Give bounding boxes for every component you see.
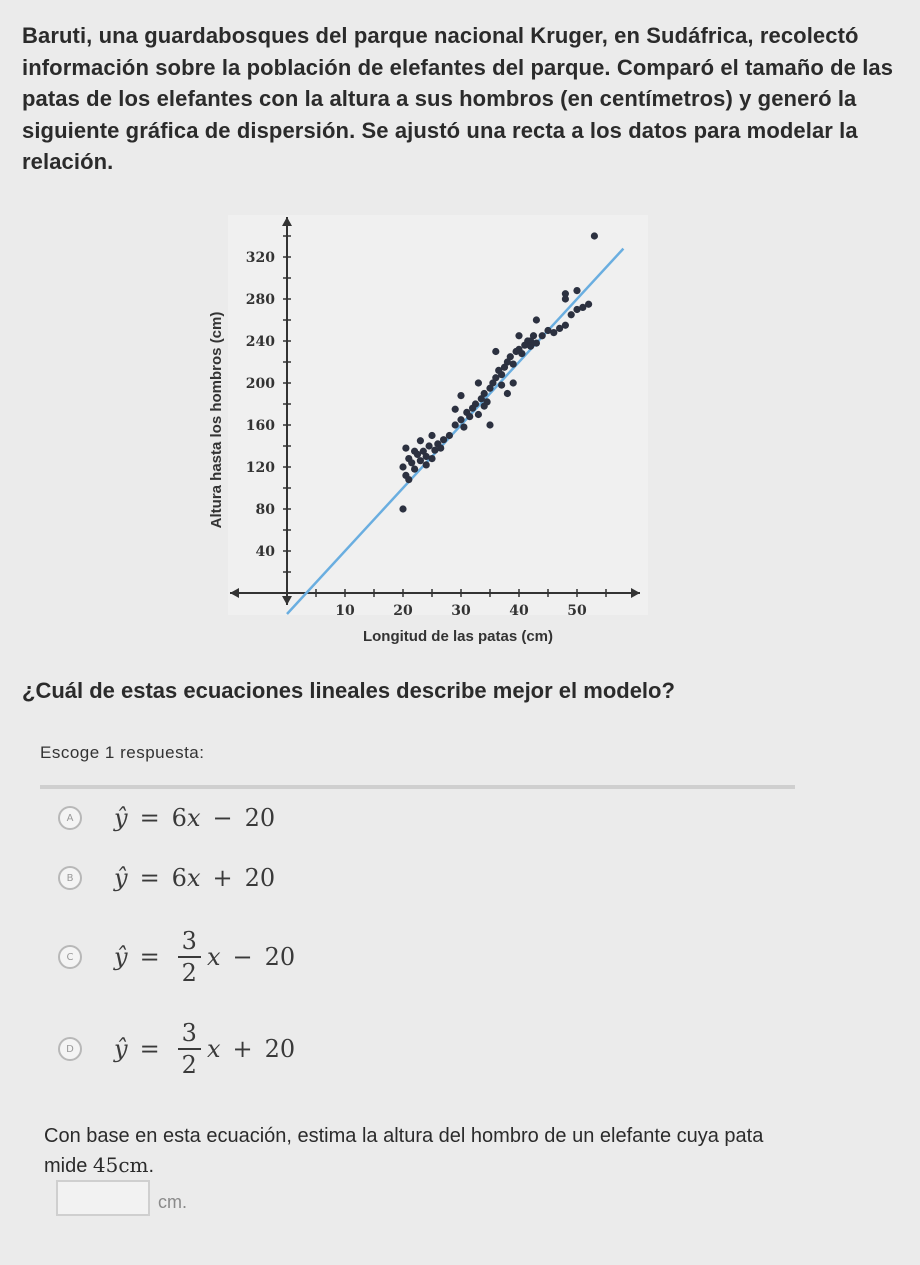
x-a: x — [186, 804, 201, 832]
y-tick-label: 80 — [255, 502, 275, 518]
x-tick-label: 40 — [509, 603, 529, 619]
denominator-c: 2 — [181, 959, 197, 987]
data-point — [539, 332, 546, 339]
followup-question — [44, 1122, 804, 1181]
y-tick-label: 40 — [255, 544, 275, 560]
data-point — [533, 316, 540, 323]
data-point — [591, 232, 598, 239]
data-point — [562, 290, 569, 297]
data-point — [481, 390, 488, 397]
numerator-d: 3 — [178, 1018, 201, 1050]
answer-unit: cm. — [158, 1192, 187, 1212]
data-point — [504, 390, 511, 397]
equals-a: = — [139, 804, 160, 832]
op-a: − — [212, 804, 233, 832]
const-d: 20 — [264, 1035, 296, 1063]
data-point — [402, 445, 409, 452]
question-text: ¿Cuál de estas ecuaciones lineales describe mejor el modelo? — [22, 678, 675, 703]
data-point — [426, 442, 433, 449]
choose-label: Escoge 1 respuesta: — [40, 743, 205, 762]
data-point — [405, 476, 412, 483]
yhat-a: ŷ — [114, 804, 128, 832]
data-point — [452, 421, 459, 428]
op-d: + — [232, 1035, 253, 1063]
coef-a: 6 — [171, 804, 187, 832]
x-b: x — [186, 864, 201, 892]
data-point — [568, 311, 575, 318]
x-c: x — [206, 943, 221, 971]
option-a[interactable] — [58, 804, 558, 832]
y-tick-label: 320 — [245, 250, 275, 266]
data-point — [518, 350, 525, 357]
data-point — [437, 445, 444, 452]
yhat-c: ŷ — [114, 943, 128, 971]
plot-area — [228, 215, 648, 615]
yhat-d: ŷ — [114, 1035, 128, 1063]
y-tick-label: 200 — [245, 376, 275, 392]
data-point — [550, 329, 557, 336]
x-d: x — [206, 1035, 221, 1063]
data-point — [472, 400, 479, 407]
op-c: − — [232, 943, 253, 971]
y-axis-label: Altura hasta los hombros (cm) — [208, 311, 225, 529]
radio-d[interactable]: D — [58, 1037, 82, 1061]
const-a: 20 — [244, 804, 276, 832]
equals-b: = — [139, 864, 160, 892]
data-point — [408, 459, 415, 466]
answer-input[interactable] — [56, 1180, 150, 1216]
equation-b — [114, 864, 275, 892]
radio-b[interactable]: B — [58, 866, 82, 890]
equation-c — [114, 926, 295, 988]
denominator-d: 2 — [181, 1051, 197, 1079]
data-point — [457, 392, 464, 399]
option-c[interactable] — [58, 926, 558, 988]
x-axis-label: Longitud de las patas (cm) — [362, 628, 554, 645]
equation-d — [114, 1018, 295, 1080]
radio-c[interactable]: C — [58, 945, 82, 969]
scatter-chart — [190, 205, 670, 665]
data-point — [411, 448, 418, 455]
equals-c: = — [139, 943, 160, 971]
data-point — [417, 457, 424, 464]
radio-a[interactable]: A — [58, 806, 82, 830]
x-tick-label: 50 — [567, 603, 587, 619]
numerator-c: 3 — [178, 926, 201, 958]
data-point — [527, 337, 534, 344]
const-b: 20 — [244, 864, 276, 892]
const-c: 20 — [264, 943, 296, 971]
data-point — [466, 413, 473, 420]
data-point — [411, 466, 418, 473]
data-point — [510, 379, 517, 386]
x-tick-label: 10 — [335, 603, 355, 619]
followup-unit: cm — [118, 1153, 149, 1177]
followup-before: Con base en esta ecuación, estima la altura del hombro de un elefante cuya pata mide — [44, 1125, 764, 1177]
option-b[interactable] — [58, 864, 558, 892]
y-tick-label: 280 — [245, 292, 275, 308]
x-tick-label: 20 — [393, 603, 413, 619]
x-tick-label: 30 — [451, 603, 471, 619]
fraction-d — [178, 1018, 201, 1080]
data-point — [446, 432, 453, 439]
y-tick-label: 120 — [245, 460, 275, 476]
equals-d: = — [139, 1035, 160, 1063]
data-point — [507, 353, 514, 360]
divider — [40, 785, 795, 789]
coef-b: 6 — [171, 864, 187, 892]
op-b: + — [212, 864, 233, 892]
followup-value: 45 — [92, 1153, 119, 1177]
equation-a — [114, 804, 275, 832]
data-point — [573, 287, 580, 294]
data-point — [492, 348, 499, 355]
data-point — [585, 301, 592, 308]
data-point — [486, 421, 493, 428]
data-point — [417, 437, 424, 444]
data-point — [475, 379, 482, 386]
data-point — [423, 461, 430, 468]
yhat-b: ŷ — [114, 864, 128, 892]
data-point — [498, 371, 505, 378]
data-point — [428, 455, 435, 462]
data-point — [475, 411, 482, 418]
data-point — [510, 361, 517, 368]
intro-paragraph: Baruti, una guardabosques del parque nacional Kruger, en Sudáfrica, recolectó información sobre la población de elefantes del parque. Comparó el tamaño de las patas de los elefantes con la altura a sus hombros (en centímetros) y generó la siguiente gráfica de dispersión. Se ajustó una recta a los datos para modelar la relación. — [22, 23, 894, 174]
y-tick-label: 240 — [245, 334, 275, 350]
data-point — [440, 436, 447, 443]
data-point — [498, 382, 505, 389]
scatter-plot-svg — [190, 205, 670, 665]
fraction-c — [178, 926, 201, 988]
data-point — [399, 505, 406, 512]
option-d[interactable] — [58, 1018, 558, 1080]
data-point — [399, 463, 406, 470]
data-point — [515, 332, 522, 339]
data-point — [428, 432, 435, 439]
data-point — [481, 403, 488, 410]
data-point — [460, 424, 467, 431]
y-tick-label: 160 — [245, 418, 275, 434]
data-point — [457, 416, 464, 423]
followup-after: . — [148, 1155, 155, 1177]
data-point — [452, 406, 459, 413]
data-point — [562, 322, 569, 329]
